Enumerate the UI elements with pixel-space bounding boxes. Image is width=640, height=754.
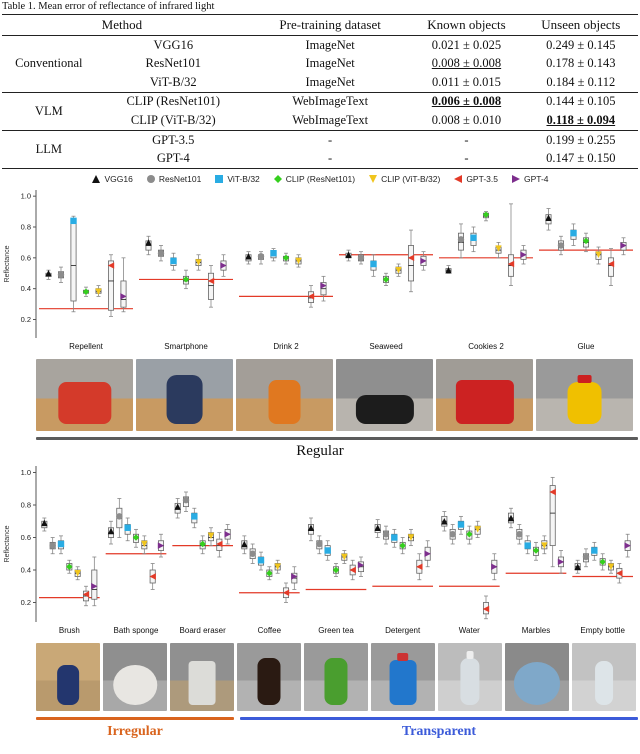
x-group-label-brush: Brush <box>58 626 80 636</box>
group-label-llm: LLM <box>2 131 96 169</box>
method-cell: VGG16 <box>153 37 194 52</box>
drink-2-object <box>268 380 301 425</box>
circle-marker-icon <box>458 237 464 243</box>
photo-smartphone <box>136 359 233 431</box>
box-gpt-3-5 <box>208 274 213 300</box>
circle-marker-icon <box>158 250 164 256</box>
irregular-section-label: Irregular <box>107 724 163 740</box>
x-group-label-water: Water <box>458 626 480 636</box>
group-label-conventional: Conventional <box>15 56 83 71</box>
circle-marker-icon <box>183 497 189 503</box>
unseen-objects-cell: 0.118 ± 0.094 <box>546 113 616 127</box>
x-group-label-cookies-2: Cookies 2 <box>468 342 504 352</box>
known-objects-cell: - <box>409 131 523 150</box>
irregular-section-bar <box>36 717 234 720</box>
photo-row-irregular-transparent <box>36 643 638 711</box>
square-marker-icon <box>70 218 76 224</box>
group-label-vlm: VLM <box>2 92 96 130</box>
box-gpt-3-5 <box>408 246 413 281</box>
dataset-cell: - <box>328 151 333 166</box>
legend-item-clip-vit-b-32- <box>368 174 440 184</box>
y-tick-label: 0.6 <box>20 533 31 543</box>
photo-seaweed <box>336 359 433 431</box>
dataset-cell: WebImageText <box>251 92 409 111</box>
header-pre-training-dataset: Pre-training dataset <box>251 15 409 36</box>
repellent-object <box>58 382 111 424</box>
photo-board-eraser <box>170 643 234 711</box>
legend-item-gpt-3-5 <box>453 174 498 184</box>
unseen-objects-cell: 0.178 ± 0.143 <box>546 56 616 71</box>
method-cell: GPT-3.5 <box>96 131 251 150</box>
circle-marker-icon <box>383 531 389 537</box>
regular-section-label: Regular <box>296 443 344 460</box>
y-tick-label: 0.6 <box>20 253 31 263</box>
square-marker-icon <box>258 557 264 563</box>
x-group-label-drink-2: Drink 2 <box>273 342 299 352</box>
water-object <box>460 658 479 704</box>
square-marker-icon <box>214 174 224 184</box>
method-cell: CLIP (ResNet101) <box>96 92 251 111</box>
photo-empty-bottle <box>572 643 636 711</box>
circle-marker-icon <box>146 174 156 184</box>
square-marker-icon <box>470 235 476 241</box>
square-marker-icon <box>524 543 530 549</box>
dataset-cell: - <box>251 131 409 150</box>
bath-sponge-object <box>113 665 157 704</box>
dataset-cell: ImageNet <box>305 56 355 71</box>
photo-green-tea <box>304 643 368 711</box>
seaweed-object <box>355 395 413 424</box>
method-cell: ResNet101 <box>145 56 202 71</box>
triangle-right-marker-icon <box>512 175 520 183</box>
cookies-2-object <box>455 380 513 425</box>
x-group-label-bath-sponge: Bath sponge <box>113 626 159 636</box>
x-group-label-glue: Glue <box>577 342 595 352</box>
legend-label: GPT-4 <box>523 174 549 185</box>
triangle-up-marker-icon <box>92 175 100 183</box>
x-group-label-detergent: Detergent <box>385 626 421 636</box>
empty-bottle-object <box>595 661 613 705</box>
circle-marker-icon <box>249 551 255 557</box>
x-group-label-marbles: Marbles <box>521 626 551 636</box>
chart-legend <box>0 174 640 184</box>
boxplot-chart-regular <box>0 184 640 357</box>
detergent-cap <box>398 653 409 661</box>
header-unseen-objects: Unseen objects <box>524 15 638 36</box>
table-body <box>2 36 638 169</box>
triangle-up-marker-icon <box>91 174 101 184</box>
square-marker-icon <box>570 230 576 236</box>
method-cell: ViT-B/32 <box>149 74 197 89</box>
circle-marker-icon <box>449 531 455 537</box>
table-row <box>2 150 638 169</box>
square-marker-icon <box>391 535 397 541</box>
photo-detergent <box>371 643 435 711</box>
photo-drink-2 <box>236 359 333 431</box>
header-blank <box>2 15 96 36</box>
known-objects-cell: - <box>464 151 469 166</box>
square-marker-icon <box>324 548 330 554</box>
circle-marker-icon <box>58 272 64 278</box>
table-row <box>2 112 638 131</box>
transparent-section-label: Transparent <box>401 724 477 740</box>
legend-label: ViT-B/32 <box>227 174 260 185</box>
boxplot-svg <box>0 460 640 636</box>
photo-cookies-2 <box>436 359 533 431</box>
unseen-objects-cell: 0.147 ± 0.150 <box>546 151 616 166</box>
legend-label: CLIP (ResNet101) <box>285 174 356 185</box>
y-tick-label: 1.0 <box>20 192 31 202</box>
circle-marker-icon <box>558 243 564 249</box>
x-group-label-board-eraser: Board eraser <box>179 626 226 636</box>
legend-item-resnet101 <box>146 174 202 184</box>
x-group-label-seaweed: Seaweed <box>369 342 403 352</box>
square-marker-icon <box>458 522 464 528</box>
diamond-marker-icon <box>273 174 283 184</box>
bottom-section-bars <box>36 717 638 743</box>
circle-marker-icon <box>147 175 155 183</box>
unseen-objects-cell: 0.184 ± 0.112 <box>546 74 616 89</box>
box-gpt-3-5 <box>550 486 555 546</box>
photo-coffee <box>237 643 301 711</box>
dataset-cell: ImageNet <box>305 74 355 89</box>
square-marker-icon <box>591 548 597 554</box>
photo-bath-sponge <box>103 643 167 711</box>
board-eraser-object <box>189 661 216 705</box>
diamond-marker-icon <box>274 175 282 183</box>
known-objects-cell: 0.008 ± 0.010 <box>431 113 502 127</box>
y-tick-label: 0.4 <box>20 565 31 575</box>
header-known-objects: Known objects <box>409 15 523 36</box>
x-group-label-smartphone: Smartphone <box>164 342 208 352</box>
square-marker-icon <box>124 525 130 531</box>
triangle-left-marker-icon <box>453 174 463 184</box>
circle-marker-icon <box>116 514 122 520</box>
dataset-cell: WebImageText <box>292 113 369 127</box>
method-cell: CLIP (ViT-B/32) <box>130 113 216 127</box>
known-objects-cell: 0.011 ± 0.015 <box>432 74 501 89</box>
circle-marker-icon <box>516 531 522 537</box>
legend-item-clip-resnet101- <box>273 174 355 184</box>
x-group-label-coffee: Coffee <box>257 626 282 636</box>
legend-item-vgg16 <box>91 174 132 184</box>
x-group-label-repellent: Repellent <box>69 342 103 352</box>
known-objects-cell: 0.021 ± 0.025 <box>431 37 502 52</box>
y-tick-label: 0.4 <box>20 284 31 294</box>
triangle-right-marker-icon <box>511 174 521 184</box>
x-group-label-empty-bottle: Empty bottle <box>580 626 625 636</box>
photo-marbles <box>505 643 569 711</box>
table-header <box>2 15 638 36</box>
y-tick-label: 0.8 <box>20 222 31 232</box>
transparent-section-bar <box>240 717 638 720</box>
box-gpt-3-5 <box>608 258 613 277</box>
table-header-row <box>2 15 638 36</box>
coffee-object <box>257 658 280 704</box>
y-tick-label: 0.2 <box>20 315 31 325</box>
legend-label: ResNet101 <box>158 174 202 185</box>
unseen-objects-cell: 0.144 ± 0.105 <box>524 92 638 111</box>
smartphone-object <box>166 375 203 424</box>
known-objects-cell: 0.008 ± 0.008 <box>431 56 502 71</box>
water-cap <box>466 651 474 659</box>
glue-cap <box>578 375 592 383</box>
square-marker-icon <box>215 175 223 183</box>
known-objects-cell: 0.006 ± 0.008 <box>409 92 523 111</box>
box-vit-b-32 <box>71 223 76 302</box>
circle-marker-icon <box>316 541 322 547</box>
photo-repellent <box>36 359 133 431</box>
y-axis-label: Reflectance <box>4 525 11 563</box>
legend-item-gpt-4 <box>511 174 549 184</box>
photo-water <box>438 643 502 711</box>
square-marker-icon <box>170 258 176 264</box>
diamond-marker-icon <box>83 289 89 295</box>
table-row <box>2 55 638 74</box>
unseen-objects-cell: 0.249 ± 0.145 <box>546 37 616 52</box>
legend-item-vit-b-32 <box>214 174 259 184</box>
results-table <box>2 14 638 169</box>
green-tea-object <box>324 658 347 704</box>
table-row <box>2 73 638 92</box>
method-cell: GPT-4 <box>156 151 190 166</box>
table-row <box>2 131 638 150</box>
boxplot-chart-irregular-transparent <box>0 460 640 641</box>
y-tick-label: 1.0 <box>20 468 31 478</box>
header-method: Method <box>96 15 251 36</box>
regular-section-bar <box>36 437 638 440</box>
marbles-object <box>514 662 560 704</box>
detergent-object <box>390 660 417 705</box>
boxplot-svg <box>0 184 640 352</box>
table-caption: Table 1. Mean error of reflectance of infrared light <box>2 1 215 12</box>
brush-object <box>57 665 79 704</box>
square-marker-icon <box>191 514 197 520</box>
table-row <box>2 36 638 55</box>
y-tick-label: 0.2 <box>20 598 31 608</box>
y-tick-label: 0.8 <box>20 500 31 510</box>
table-row <box>2 92 638 111</box>
circle-marker-icon <box>258 253 264 259</box>
triangle-left-marker-icon <box>454 175 462 183</box>
circle-marker-icon <box>49 543 55 549</box>
photo-brush <box>36 643 100 711</box>
square-marker-icon <box>370 261 376 267</box>
triangle-down-marker-icon <box>368 174 378 184</box>
photo-glue <box>536 359 633 431</box>
legend-label: GPT-3.5 <box>466 174 498 185</box>
dataset-cell: ImageNet <box>305 37 355 52</box>
glue-object <box>567 382 602 424</box>
square-marker-icon <box>58 541 64 547</box>
circle-marker-icon <box>583 554 589 560</box>
y-axis-label: Reflectance <box>4 245 11 283</box>
legend-label: CLIP (ViT-B/32) <box>381 174 441 185</box>
photo-row-regular <box>36 359 638 431</box>
square-marker-icon <box>270 250 276 256</box>
unseen-objects-cell: 0.199 ± 0.255 <box>524 131 638 150</box>
x-group-label-green-tea: Green tea <box>318 626 354 636</box>
triangle-down-marker-icon <box>369 175 377 183</box>
circle-marker-icon <box>358 255 364 261</box>
legend-label: VGG16 <box>104 174 133 185</box>
box-gpt-3-5 <box>108 261 113 310</box>
